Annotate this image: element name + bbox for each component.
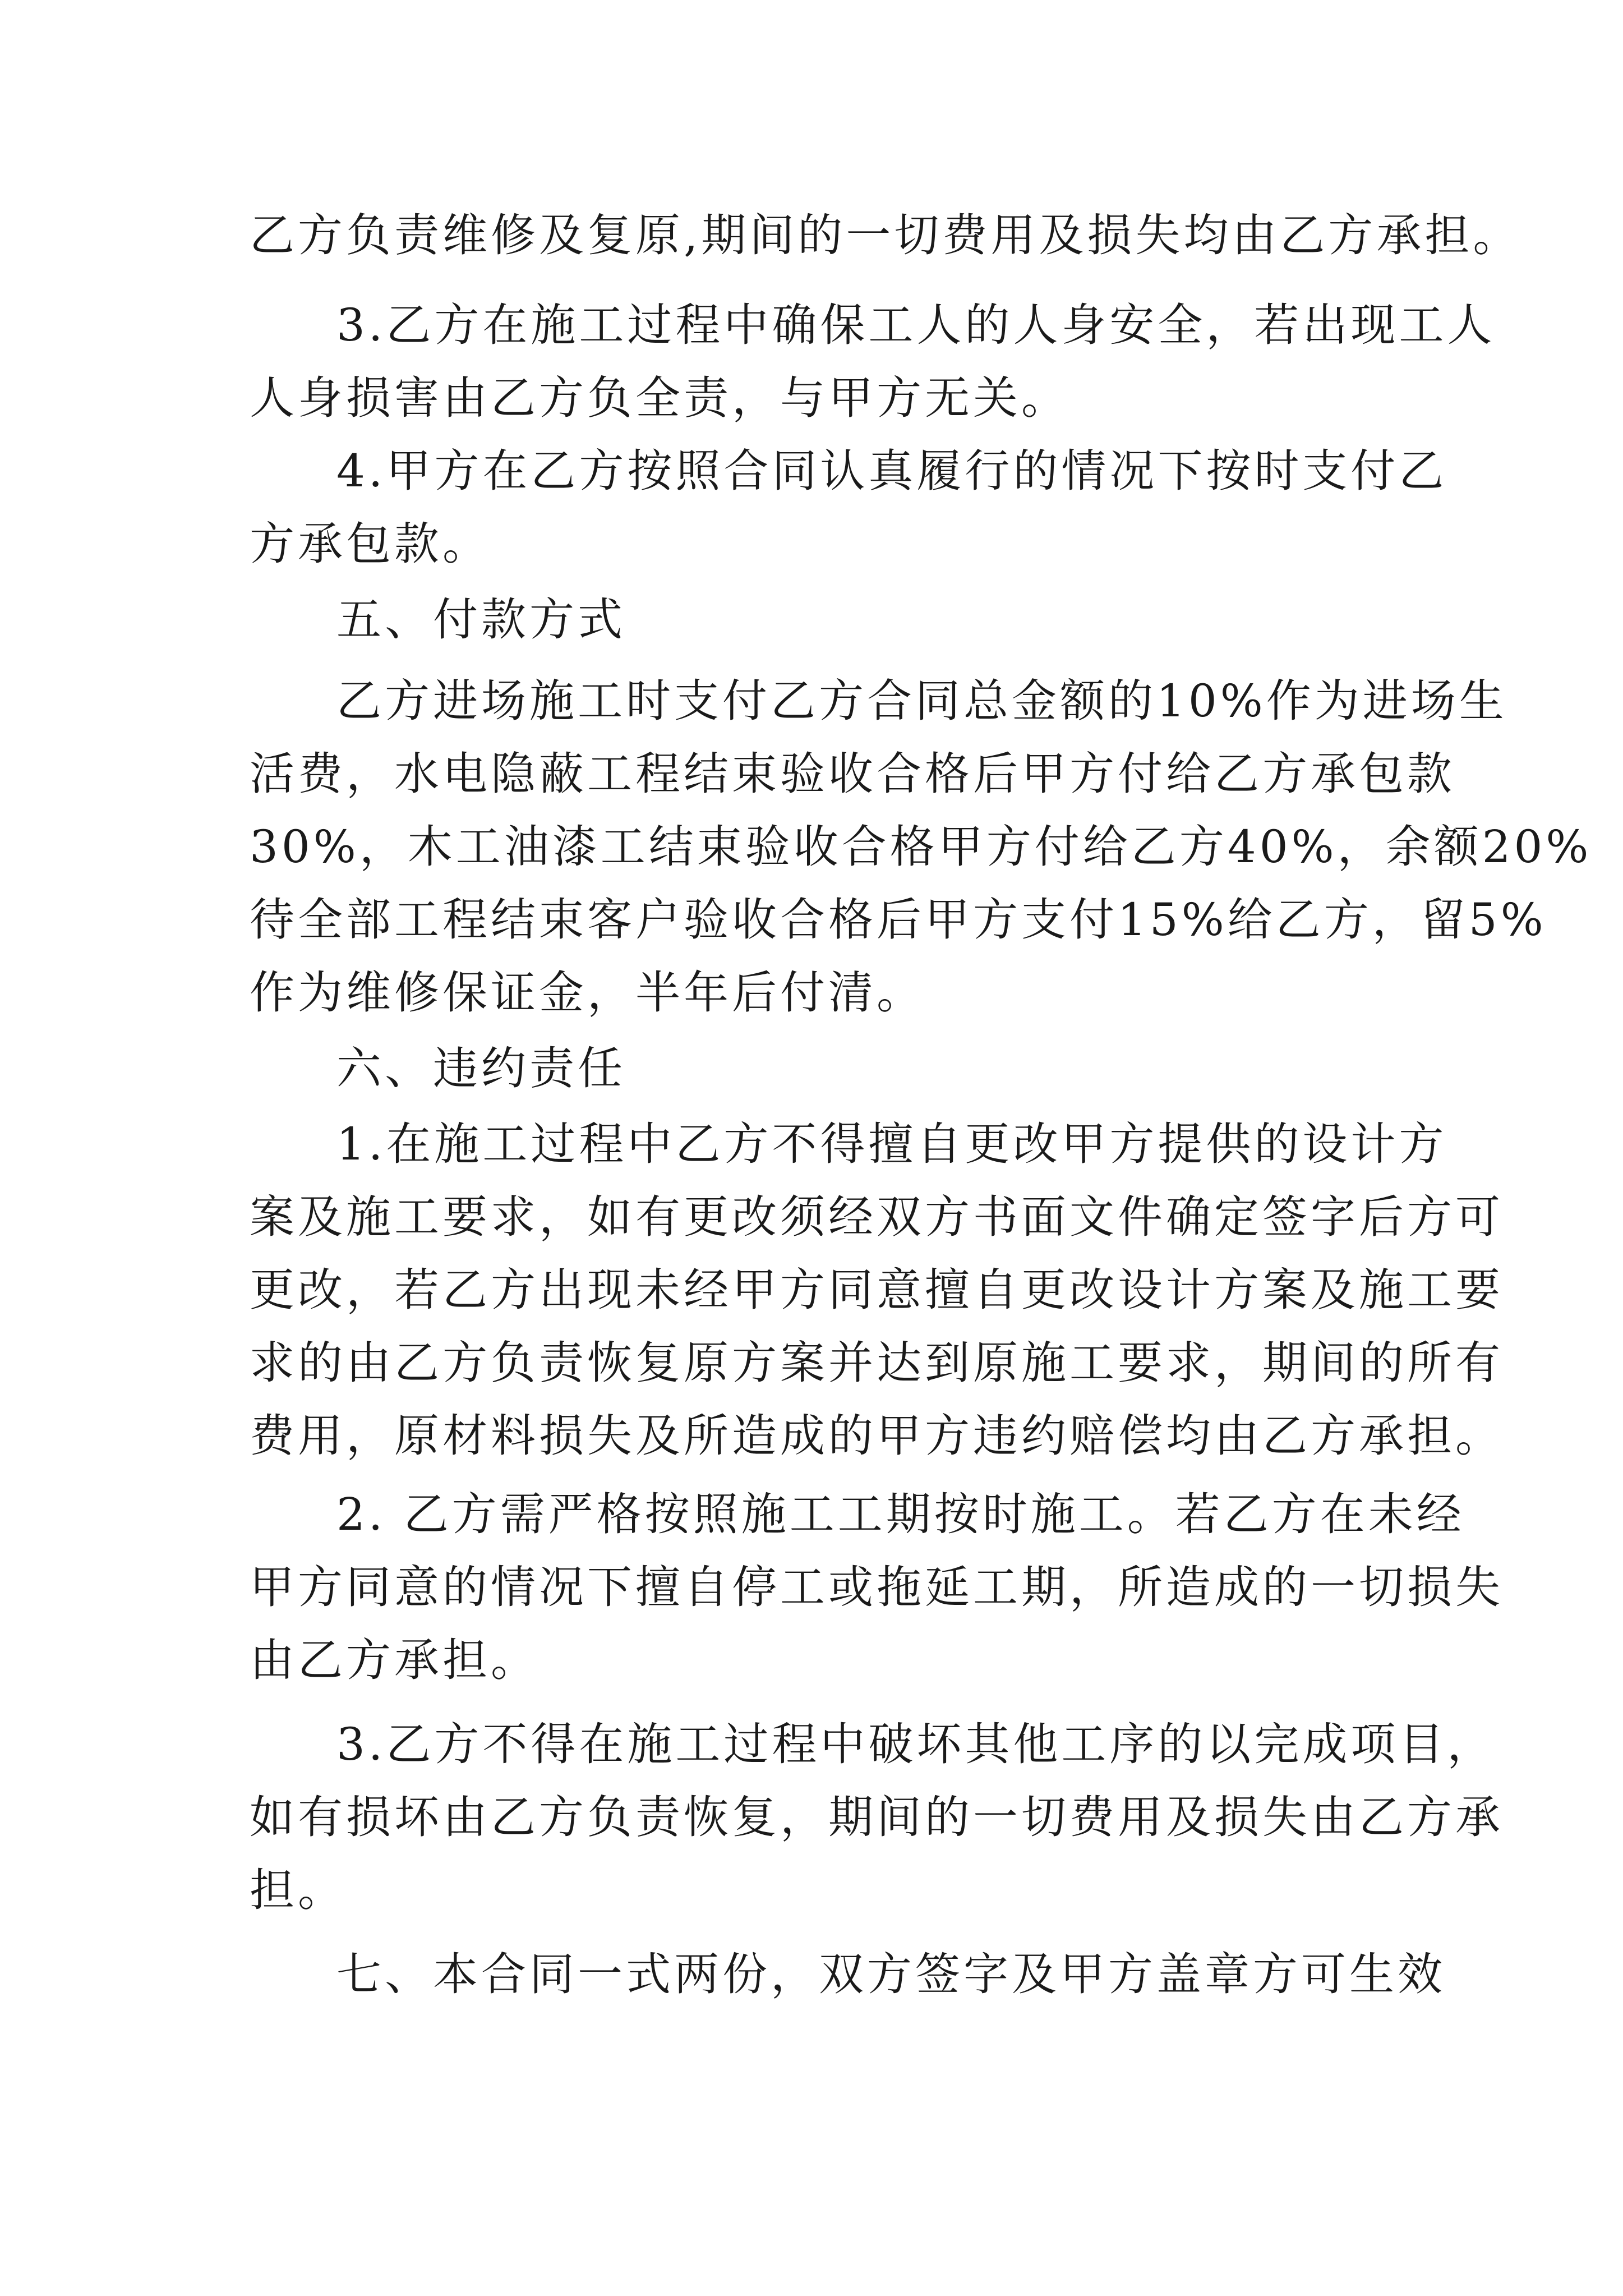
text-line: 更改，若乙方出现未经甲方同意擅自更改设计方案及施工要	[250, 1264, 1504, 1316]
section-heading: 六、违约责任	[336, 1042, 626, 1094]
section-heading: 七、本合同一式两份，双方签字及甲方盖章方可生效	[336, 1948, 1446, 2000]
section-heading: 五、付款方式	[336, 593, 626, 646]
text-line: 人身损害由乙方负全责，与甲方无关。	[250, 372, 1069, 424]
text-line: 案及施工要求，如有更改须经双方书面文件确定签字后方可	[250, 1191, 1504, 1243]
text-line: 作为维修保证金，半年后付清。	[250, 967, 925, 1019]
text-line: 1.在施工过程中乙方不得擅自更改甲方提供的设计方	[336, 1118, 1447, 1170]
text-line: 求的由乙方负责恢复原方案并达到原施工要求，期间的所有	[250, 1337, 1504, 1389]
text-line: 费用，原材料损失及所造成的甲方违约赔偿均由乙方承担。	[250, 1410, 1504, 1462]
text-line: 2. 乙方需严格按照施工工期按时施工。若乙方在未经	[336, 1488, 1465, 1540]
text-line: 乙方负责维修及复原,期间的一切费用及损失均由乙方承担。	[250, 209, 1521, 261]
text-line: 如有损坏由乙方负责恢复，期间的一切费用及损失由乙方承	[250, 1791, 1504, 1843]
text-line: 活费，水电隐蔽工程结束验收合格后甲方付给乙方承包款	[250, 748, 1455, 800]
text-line: 担。	[250, 1864, 346, 1916]
text-line: 方承包款。	[250, 518, 491, 570]
text-line: 3.乙方不得在施工过程中破坏其他工序的以完成项目，	[336, 1718, 1496, 1770]
text-line: 甲方同意的情况下擅自停工或拖延工期，所造成的一切损失	[250, 1561, 1504, 1613]
text-line: 待全部工程结束客户验收合格后甲方支付15%给乙方，留5%	[250, 894, 1547, 946]
text-line: 3.乙方在施工过程中确保工人的人身安全，若出现工人	[336, 299, 1496, 351]
text-line: 由乙方承担。	[250, 1634, 539, 1686]
text-line: 30%，木工油漆工结束验收合格甲方付给乙方40%，余额20%	[250, 821, 1592, 873]
text-line: 4.甲方在乙方按照合同认真履行的情况下按时支付乙	[336, 445, 1447, 497]
text-line: 乙方进场施工时支付乙方合同总金额的10%作为进场生	[336, 675, 1507, 727]
